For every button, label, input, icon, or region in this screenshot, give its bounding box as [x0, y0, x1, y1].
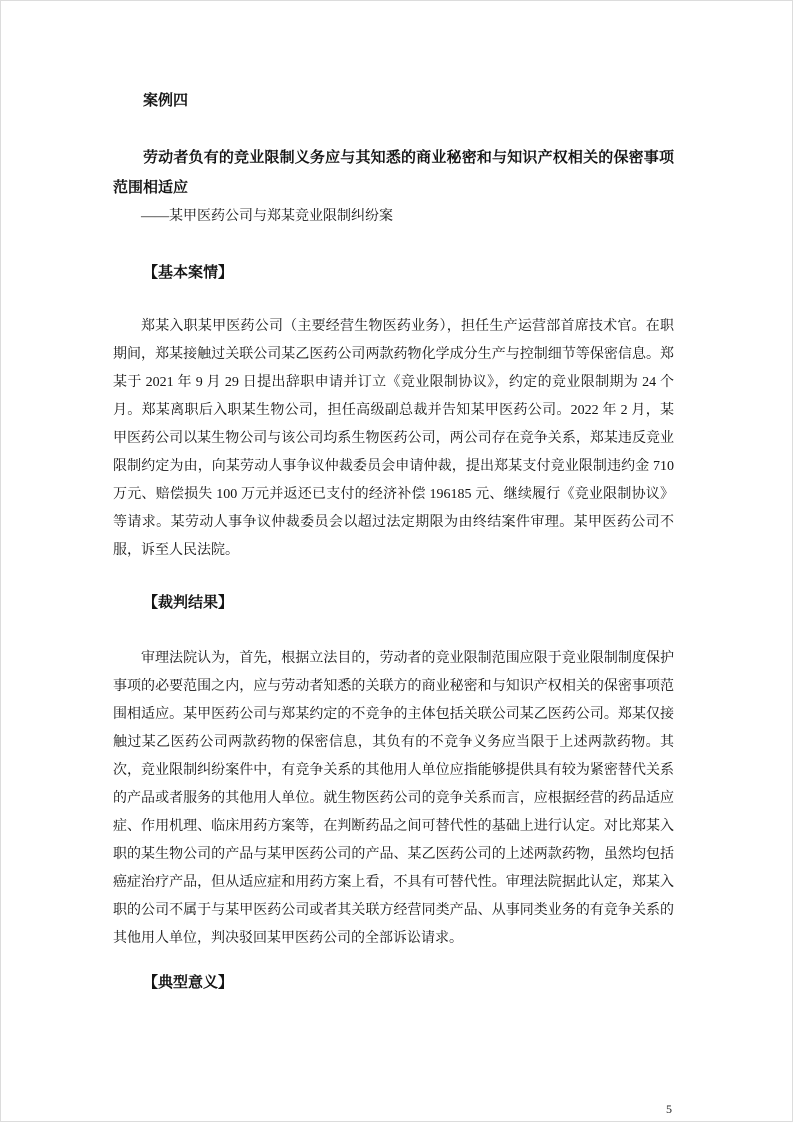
section-heading-typical-significance: 【典型意义】 — [143, 975, 234, 991]
section-heading-judgment-result: 【裁判结果】 — [143, 595, 234, 611]
section-body-judgment-result: 审理法院认为，首先，根据立法目的，劳动者的竞业限制范围应限于竞业限制制度保护事项的必要范围之内，应与劳动者知悉的关联方的商业秘密和与知识产权相关的保密事项范围相适应。某甲医药公司与郑某约定的不竞争的主体包括关联公司某乙医药公司。郑某仅接触过某乙医药公司两款药物的保密信息，其负有的不竞争义务应当限于上述两款药物。其次，竞业限制纠纷案件中，有竞争关系的其他用人单位应指能够提供具有较为紧密替代关系的产品或者服务的其他用人单位。就生物医药公司的竞争关系而言，应根据经营的药品适应症、作用机理、临床用药方案等，在判断药品之间可替代性的基础上进行认定。对比郑某入职的某生物公司的产品与某甲医药公司的产品、某乙医药公司的上述两款药物，虽然均包括癌症治疗产品，但从适应症和用药方案上看，不具有可替代性。审理法院据此认定，郑某入职的公司不属于与某甲医药公司或者其关联方经营同类产品、从事同类业务的有竞争关系的其他用人单位，判决驳回某甲医药公司的全部诉讼请求。 — [113, 651, 674, 946]
document-title: 劳动者负有的竞业限制义务应与其知悉的商业秘密和与知识产权相关的保密事项范围相适应 — [113, 150, 674, 196]
document-content — [113, 1, 674, 997]
section-body-basic-facts: 郑某入职某甲医药公司（主要经营生物医药业务），担任生产运营部首席技术官。在职期间，郑某接触过关联公司某乙医药公司两款药物化学成分生产与控制细节等保密信息。郑某于 2021 年 9 月 29 日提出辞职申请并订立《竞业限制协议》，约定的竞业限制期为 24 个月。郑某离职后入职某生物公司，担任高级副总裁并告知某甲医药公司。2022 年 2 月，某甲医药公司以某生物公司与该公司均系生物医药公司，两公司存在竞争关系，郑某违反竞业限制约定为由，向某劳动人事争议仲裁委员会申请仲裁，提出郑某支付竞业限制违约金 710 万元、赔偿损失 100 万元并返还已支付的经济补偿 196185 元、继续履行《竞业限制协议》等请求。某劳动人事争议仲裁委员会以超过法定期限为由终结案件审理。某甲医药公司不服，诉至人民法院。 — [113, 319, 674, 558]
case-label: 案例四 — [143, 93, 189, 109]
section-heading-basic-facts: 【基本案情】 — [143, 265, 234, 281]
document-subtitle: ——某甲医药公司与郑某竞业限制纠纷案 — [141, 209, 393, 224]
page-number: 5 — [666, 1102, 672, 1116]
